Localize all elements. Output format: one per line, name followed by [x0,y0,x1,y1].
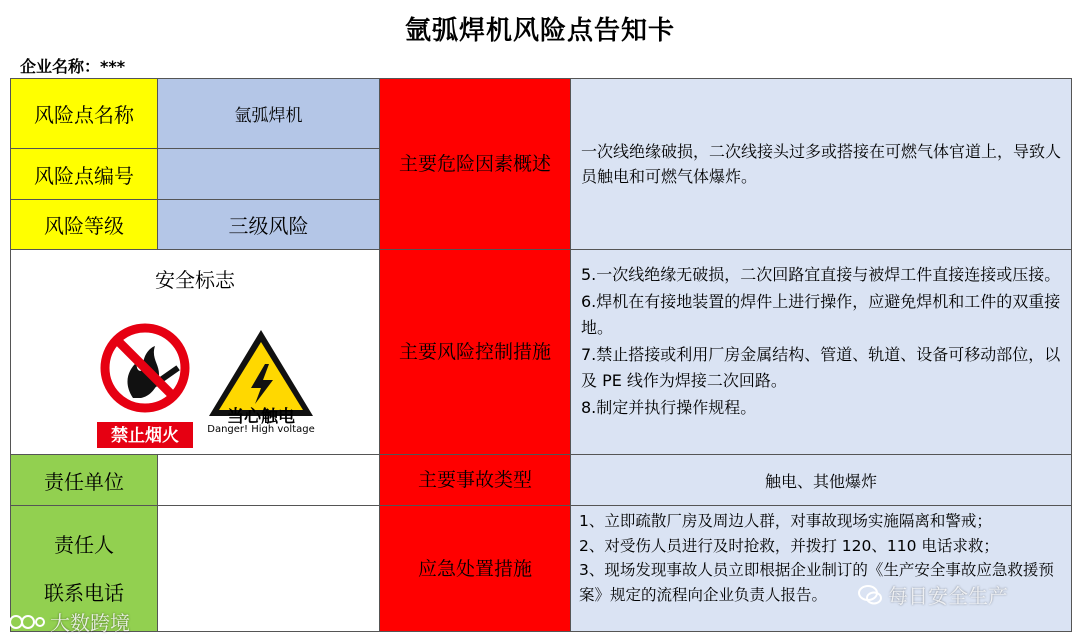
hazard-text: 一次线绝缘破损，二次线接头过多或搭接在可燃气体官道上，导致人员触电和可燃气体爆炸。 [570,78,1072,250]
watermark-right-text: 每日安全生产 [888,584,1008,608]
risk-code-value [157,148,380,200]
responsible-person-label: 责任人 [54,532,114,557]
emergency-label: 应急处置措施 [379,505,571,632]
contact-phone-label: 联系电话 [44,580,124,605]
responsible-unit-label: 责任单位 [10,454,158,506]
accident-value: 触电、其他爆炸 [570,454,1072,506]
emergency-item: 1、立即疏散厂房及周边人群，对事故现场实施隔离和警戒； [579,512,992,530]
control-item: 7.禁止搭接或利用厂房金属结构、管道、轨道、设备可移动部位，以及 PE 线作为焊接二次回路。 [581,344,1061,390]
accident-label: 主要事故类型 [379,454,571,506]
risk-code-label: 风险点编号 [10,148,158,200]
emergency-item: 3、现场发现事故人员立即根据企业制订的《生产安全事故应急救援预案》规定的流程向企业负责人报告。 [579,561,1054,604]
responsible-person-value [157,505,380,632]
risk-name-label: 风险点名称 [10,78,158,149]
watermark-right [858,580,1008,609]
control-item: 8.制定并执行操作规程。 [581,397,757,417]
company-name: 企业名称：*** [20,57,126,76]
hazard-label: 主要危险因素概述 [379,78,571,250]
page-title: 氩弧焊机风险点告知卡 [404,16,675,46]
safety-signs-panel [10,249,380,455]
wechat-icon [858,583,882,607]
electric-sign-text: 当心触电 [227,407,295,427]
watermark-left [8,607,130,636]
control-item: 6.焊机在有接地装置的焊件上进行操作，应避免焊机和工件的双重接地。 [581,291,1061,337]
no-fire-sign-icon [93,318,197,466]
responsible-unit-value [157,454,380,506]
no-fire-sign-text: 禁止烟火 [111,426,179,446]
watermark-left-text: 大数跨境 [50,611,130,635]
emergency-list [570,505,1072,632]
risk-level-label: 风险等级 [10,199,158,250]
safety-signs-title: 安全标志 [155,268,235,292]
risk-name-value: 氩弧焊机 [157,78,380,149]
control-list [570,249,1072,455]
risk-level-value: 三级风险 [157,199,380,250]
watermark-logo-icon [8,611,46,633]
control-item: 5.一次线绝缘无破损，二次回路宜直接与被焊工件直接连接或压接。 [581,265,1061,284]
emergency-item: 2、对受伤人员进行及时抢救，并拨打 120、110 电话求救； [579,536,999,555]
electric-sign-english: Danger! High voltage [207,424,315,435]
control-label: 主要风险控制措施 [379,249,571,455]
